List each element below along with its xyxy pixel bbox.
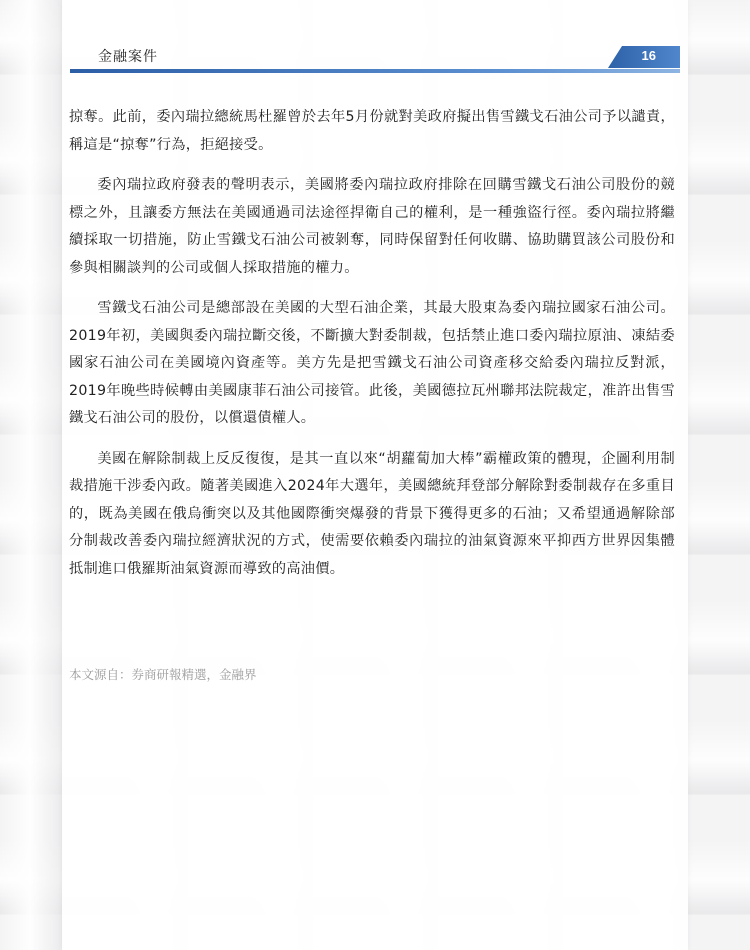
source-note: 本文源自：券商研報精選，金融界 xyxy=(69,667,257,682)
page-header xyxy=(70,44,680,74)
paragraph-4: 美國在解除制裁上反反復復，是其一直以來“胡蘿蔔加大棒”霸權政策的體現，企圖利用制裁措施干涉委內政。隨著美國進入2024年大選年，美國總統拜登部分解除對委制裁存在多重目的，既為美國在俄烏衝突以及其他國際衝突爆發的背景下獲得更多的石油；又希望通過解除部分制裁改善委內瑞拉經濟狀況的方式，使需要依賴委內瑞拉的油氣資源來平抑西方世界因集體抵制進口俄羅斯油氣資源而導致的高油價。 xyxy=(69,450,675,577)
paragraph-1: 掠奪。此前，委內瑞拉總統馬杜羅曾於去年5月份就對美政府擬出售雪鐵戈石油公司予以譴責，稱這是“掠奪”行為，拒絕接受。 xyxy=(69,109,675,153)
header-rule xyxy=(70,69,680,73)
article-body xyxy=(69,104,675,596)
paragraph-2: 委內瑞拉政府發表的聲明表示，美國將委內瑞拉政府排除在回購雪鐵戈石油公司股份的競標之外，且讓委方無法在美國通過司法途徑捍衛自己的權利，是一種強盜行徑。委內瑞拉將繼續採取一切措施，防止雪鐵戈石油公司被剝奪，同時保留對任何收購、協助購買該公司股份和參與相關談判的公司或個人採取措施的權力。 xyxy=(69,177,675,276)
paragraph-3: 雪鐵戈石油公司是總部設在美國的大型石油企業，其最大股東為委內瑞拉國家石油公司。2019年初，美國與委內瑞拉斷交後，不斷擴大對委制裁，包括禁止進口委內瑞拉原油、凍結委國家石油公司在美國境內資產等。美方先是把雪鐵戈石油公司資產移交給委內瑞拉反對派，2019年晚些時候轉由美國康菲石油公司接管。此後，美國德拉瓦州聯邦法院裁定，准許出售雪鐵戈石油公司的股份，以償還債權人。 xyxy=(69,300,675,426)
page-number: 16 xyxy=(641,48,656,63)
header-title: 金融案件 xyxy=(98,49,158,65)
